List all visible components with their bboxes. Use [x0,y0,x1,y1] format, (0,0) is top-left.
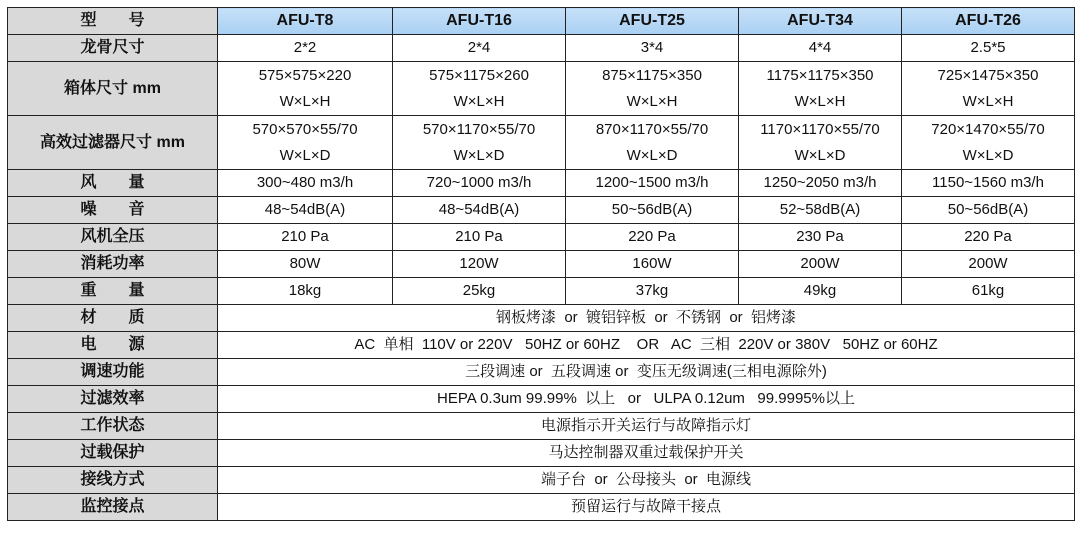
value-cell [739,116,902,170]
value-cell: 160W [566,251,739,278]
value-cell: 1150~1560 m3/h [902,170,1075,197]
table-row [8,251,1075,278]
row-label: 电 源 [8,332,218,359]
row-label: 接线方式 [8,467,218,494]
value-cell: 720~1000 m3/h [393,170,566,197]
table-row [8,35,1075,62]
value-line: W×L×H [279,92,331,110]
value-cell [566,116,739,170]
value-cell: 200W [739,251,902,278]
row-label: 箱体尺寸 mm [8,62,218,116]
row-label: 调速功能 [8,359,218,386]
value-line: 570×1170×55/70 [422,120,536,138]
row-label: 过载保护 [8,440,218,467]
value-cell: 80W [218,251,393,278]
value-cell: 25kg [393,278,566,305]
value-cell: 50~56dB(A) [566,197,739,224]
table-row [8,494,1075,521]
row-label: 龙骨尺寸 [8,35,218,62]
row-label: 材 质 [8,305,218,332]
value-line: 575×1175×260 [429,66,529,84]
table-row [8,413,1075,440]
value-line: W×L×H [794,92,846,110]
value-cell: 18kg [218,278,393,305]
value-line: W×L×D [453,146,505,164]
model-header: AFU-T34 [739,8,902,35]
value-cell: 120W [393,251,566,278]
value-cell: 200W [902,251,1075,278]
value-cell: 48~54dB(A) [218,197,393,224]
value-line: 1170×1170×55/70 [760,120,880,138]
model-header: AFU-T8 [218,8,393,35]
value-cell [393,62,566,116]
value-cell: 4*4 [739,35,902,62]
value-cell [566,62,739,116]
table-row [8,170,1075,197]
row-label: 风 量 [8,170,218,197]
value-cell: 3*4 [566,35,739,62]
value-cell: 220 Pa [902,224,1075,251]
model-header: AFU-T16 [393,8,566,35]
value-line: 725×1475×350 [937,66,1039,84]
value-cell: 220 Pa [566,224,739,251]
row-label: 过滤效率 [8,386,218,413]
merged-value-cell: 电源指示开关运行与故障指示灯 [218,413,1075,440]
merged-value-cell: HEPA 0.3um 99.99% 以上 or ULPA 0.12um 99.9995%以上 [218,386,1075,413]
row-label: 高效过滤器尺寸 mm [8,116,218,170]
value-cell [739,62,902,116]
value-cell: 1200~1500 m3/h [566,170,739,197]
value-cell: 61kg [902,278,1075,305]
value-cell: 1250~2050 m3/h [739,170,902,197]
value-cell: 2*2 [218,35,393,62]
value-line: W×L×H [453,92,505,110]
table-row [8,278,1075,305]
table-row [8,224,1075,251]
value-cell: 230 Pa [739,224,902,251]
merged-value-cell: 钢板烤漆 or 镀铝锌板 or 不锈钢 or 铝烤漆 [218,305,1075,332]
value-cell [218,62,393,116]
value-line: W×L×H [962,92,1014,110]
row-label: 噪 音 [8,197,218,224]
header-row [8,8,1075,35]
value-line: 875×1175×350 [602,66,702,84]
model-header: AFU-T26 [902,8,1075,35]
value-cell: 2.5*5 [902,35,1075,62]
value-cell: 37kg [566,278,739,305]
value-cell: 50~56dB(A) [902,197,1075,224]
row-label: 风机全压 [8,224,218,251]
merged-value-cell: 预留运行与故障干接点 [218,494,1075,521]
value-cell: 2*4 [393,35,566,62]
value-line: 870×1170×55/70 [595,120,709,138]
spec-table [7,7,1075,521]
table-row [8,386,1075,413]
merged-value-cell: 马达控制器双重过载保护开关 [218,440,1075,467]
row-label: 监控接点 [8,494,218,521]
table-row [8,62,1075,116]
table-row [8,197,1075,224]
model-header: AFU-T25 [566,8,739,35]
row-label: 重 量 [8,278,218,305]
row-label: 工作状态 [8,413,218,440]
value-line: 1175×1175×350 [766,66,874,84]
table-row [8,305,1075,332]
value-cell [218,116,393,170]
row-label: 消耗功率 [8,251,218,278]
merged-value-cell: AC 单相 110V or 220V 50HZ or 60HZ OR AC 三相 220V or 380V 50HZ or 60HZ [218,332,1075,359]
value-line: W×L×D [626,146,678,164]
table-row [8,359,1075,386]
value-line: W×L×D [962,146,1014,164]
table-row [8,467,1075,494]
table-row [8,332,1075,359]
value-cell [902,62,1075,116]
value-line: 720×1470×55/70 [931,120,1045,138]
value-line: W×L×D [794,146,846,164]
header-label: 型 号 [8,8,218,35]
value-line: W×L×H [626,92,678,110]
merged-value-cell: 三段调速 or 五段调速 or 变压无级调速(三相电源除外) [218,359,1075,386]
value-cell: 48~54dB(A) [393,197,566,224]
value-cell: 210 Pa [393,224,566,251]
table-row [8,440,1075,467]
value-cell: 52~58dB(A) [739,197,902,224]
value-cell: 210 Pa [218,224,393,251]
value-cell: 300~480 m3/h [218,170,393,197]
table-row [8,116,1075,170]
merged-value-cell: 端子台 or 公母接头 or 电源线 [218,467,1075,494]
value-line: 575×575×220 [258,66,352,84]
value-line: W×L×D [279,146,331,164]
value-cell [393,116,566,170]
value-cell [902,116,1075,170]
value-cell: 49kg [739,278,902,305]
value-line: 570×570×55/70 [252,120,358,138]
